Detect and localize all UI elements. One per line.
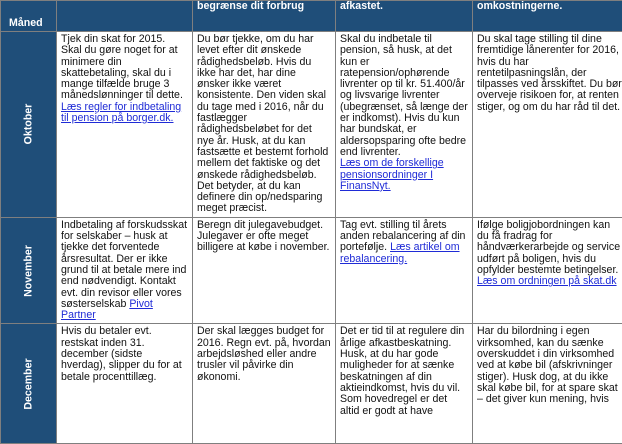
month-cell-oktober bbox=[1, 32, 57, 218]
pension-schemes-link[interactable]: Læs om de forskellige pensionsordninger I FinansNyt. bbox=[340, 157, 444, 192]
pivot-partner-link[interactable]: Pivot Partner bbox=[61, 298, 153, 321]
month-cell-november bbox=[1, 217, 57, 324]
column-header-1 bbox=[57, 1, 193, 32]
month-cell-december bbox=[1, 324, 57, 444]
cell-return bbox=[336, 32, 473, 218]
skat-scheme-link[interactable]: Læs om ordningen på skat.dk bbox=[477, 275, 617, 287]
month-label: December bbox=[23, 358, 34, 409]
cell-budget bbox=[193, 32, 336, 218]
month-label: November bbox=[23, 245, 34, 297]
cell-text: Der skal lægges budget for 2016. Regn evt. på, hvordan arbejdsløshed eller andre trusler vil påvirke din økonomi. bbox=[197, 325, 331, 382]
cell-tax bbox=[57, 32, 193, 218]
cell-costs bbox=[473, 32, 622, 218]
cell-text: Det er tid til at regulere din årlige afkastbeskatning. Husk, at du har gode muligheder for at sænke beskatningen af din aktieindkomst, hvis du vil. Som hovedregel er det altid er godt at have bbox=[340, 325, 464, 416]
cell-budget bbox=[193, 217, 336, 324]
cell-costs bbox=[473, 324, 622, 444]
cell-tax bbox=[57, 217, 193, 324]
table-row bbox=[1, 32, 622, 218]
cell-text: Skal du indbetale til pension, så husk, at det kun er ratepension/ophørende livrenter op til kr. 51.400/år og livsvarige livrenter (ubegrænset, så længe der er indkomst). Hvis du kun har bundskat, er aldersopsparing ofte bedre end livrenter. bbox=[340, 33, 468, 158]
column-header-4: omkostningerne. bbox=[473, 1, 622, 32]
header-row bbox=[1, 1, 622, 32]
table-row bbox=[1, 324, 622, 444]
cell-text: Du skal tage stilling til dine fremtidige lånerenter for 2016, hvis du har rentetilpasningslån, der tilpasses ved årsskiftet. Du bør overveje risikoen for, at renten stiger, og om du har råd til det. bbox=[477, 33, 622, 113]
column-header-2: begrænse dit forbrug bbox=[193, 1, 336, 32]
pension-rules-link[interactable]: Læs regler for indbetaling til pension på borger.dk. bbox=[61, 101, 181, 124]
cell-costs bbox=[473, 217, 622, 324]
cell-return bbox=[336, 324, 473, 444]
month-label: Oktober bbox=[23, 104, 34, 145]
column-header-3: afkastet. bbox=[336, 1, 473, 32]
cell-text: Beregn dit julegavebudget. Julegaver er ofte meget billigere at købe i november. bbox=[197, 219, 330, 254]
cell-return bbox=[336, 217, 473, 324]
cell-text: Hvis du betaler evt. restskat inden 31. december (sidste hverdag), slipper du for at betale procenttillæg. bbox=[61, 325, 182, 382]
cell-tax bbox=[57, 324, 193, 444]
cell-text: Har du bilordning i egen virksomhed, kan du sænke overskuddet i din virksomhed ved at købe bil (afskrivninger stiger). Husk dog, at du ikke skal købe bil, for at spare skat – det giver kun mening, hvis bbox=[477, 325, 618, 405]
cell-text: Tjek din skat for 2015. Skal du gøre noget for at minimere din skattebetaling, skal du i mange tilfælde bruge 3 månedslønninger til dette. bbox=[61, 33, 183, 101]
cell-text: Du bør tjekke, om du har levet efter dit ønskede rådighedsbeløb. Hvis du ikke har det, har dine ønsker ikke været konsistente. Den viden skal du tage med i 2016, når du fastlægger rådighedsbeløbet for det nye år. Husk, at du kan fastsætte et bestemt forhold mellem det faktiske og det ønskede rådighedsbeløb. Det betyder, at du kan definere din op/nedsparing meget præcist. bbox=[197, 33, 328, 214]
cell-text: Tag evt. stilling til årets anden rebalancering af din portefølje. bbox=[340, 219, 465, 254]
rebalancing-article-link[interactable]: Læs artikel om rebalancering. bbox=[340, 241, 460, 264]
cell-text: Ifølge boligjobordningen kan du få fradrag for håndværkerarbejde og service udført på boligen, hvis du opfylder bestemte betingelser. bbox=[477, 219, 620, 276]
month-column-header: Måned bbox=[1, 1, 57, 32]
cell-budget bbox=[193, 324, 336, 444]
cell-text: Indbetaling af forskudsskat for selskaber – husk at tjekke det forventede årsresultat. Der er ikke grund til at betale mere ind end nødvendigt. Kontakt evt. din revisor eller vores søsterselskab bbox=[61, 219, 187, 310]
table-row bbox=[1, 217, 622, 324]
